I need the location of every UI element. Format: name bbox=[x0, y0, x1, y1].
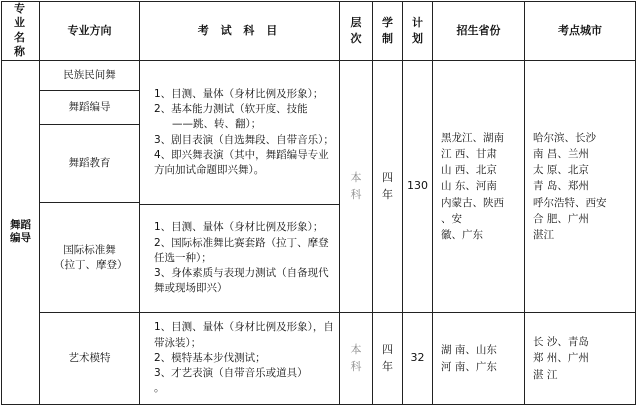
province-line: 河 南、广东 bbox=[441, 360, 497, 373]
direction-cell: 舞蹈教育 bbox=[40, 125, 140, 203]
subject-line: 1、目测、量体（身材比例及形象）； bbox=[154, 221, 324, 234]
subjects-cell-b bbox=[140, 205, 340, 313]
cities-cell bbox=[525, 61, 636, 313]
province-line: 黑龙江、湖南 bbox=[441, 131, 504, 144]
direction-cell: 民族民间舞 bbox=[40, 61, 140, 91]
province-line: 、安 bbox=[441, 212, 462, 225]
duration-cell: 四年 bbox=[373, 61, 403, 313]
city-line: 南 昌、兰州 bbox=[533, 147, 589, 160]
header-plan: 计划 bbox=[403, 2, 433, 61]
city-line: 合 肥、广州 bbox=[533, 212, 589, 225]
subjects-cell-c bbox=[140, 313, 340, 405]
major-name-cell: 舞蹈编导 bbox=[2, 61, 40, 405]
plan-cell: 130 bbox=[403, 61, 433, 313]
header-row bbox=[2, 2, 636, 61]
subject-line: 1、目测、量体（身材比例及形象），自带泳装）； bbox=[154, 321, 334, 349]
province-line: 江 西、甘肃 bbox=[441, 147, 497, 160]
header-provinces: 招生省份 bbox=[433, 2, 525, 61]
subject-line: 。 bbox=[154, 382, 165, 395]
subject-line: 3、剧目表演（自选舞段、自带音乐）； bbox=[154, 133, 334, 146]
city-line: 青 岛、郑州 bbox=[533, 180, 589, 193]
cities-cell bbox=[525, 313, 636, 405]
header-direction: 专业方向 bbox=[40, 2, 140, 61]
table-row bbox=[2, 313, 636, 405]
city-line: 郑 州、广州 bbox=[533, 352, 589, 365]
city-line: 长 沙、青岛 bbox=[533, 336, 589, 349]
province-line: 内蒙古、陕西 bbox=[441, 196, 504, 209]
direction-cell: 舞蹈编导 bbox=[40, 91, 140, 125]
city-line: 哈尔滨、长沙 bbox=[533, 131, 596, 144]
subject-line: 3、身体素质与表现力测试（自备现代舞或现场即兴） bbox=[154, 267, 329, 295]
admission-table bbox=[1, 1, 636, 405]
province-line: 徽、广东 bbox=[441, 229, 483, 242]
level-cell: 本科 bbox=[340, 61, 373, 313]
header-subjects: 考 试 科 目 bbox=[140, 2, 340, 61]
header-major-name: 专业名称 bbox=[2, 2, 40, 61]
province-line: 山 东、河南 bbox=[441, 180, 497, 193]
header-level: 层次 bbox=[340, 2, 373, 61]
city-line: 湛江 bbox=[533, 229, 554, 242]
direction-cell: 国际标准舞（拉丁、摩登） bbox=[40, 203, 140, 313]
city-line: 太 原、北京 bbox=[533, 164, 589, 177]
province-line: 湖 南、山东 bbox=[441, 344, 497, 357]
direction-cell: 艺术模特 bbox=[40, 313, 140, 405]
city-line: 呼尔浩特、西安 bbox=[533, 196, 607, 209]
subject-line: 1、目测、量体（身材比例及形象）；2、基本能力测试（软开度、技能 bbox=[154, 87, 324, 116]
header-duration: 学制 bbox=[373, 2, 403, 61]
provinces-cell bbox=[433, 313, 525, 405]
table-row bbox=[2, 61, 636, 91]
level-cell: 本科 bbox=[340, 313, 373, 405]
subject-line: ——跳、转、翻）； bbox=[172, 118, 262, 131]
subject-line: 3、才艺表演（自带音乐或道具） bbox=[154, 367, 308, 380]
province-line: 山 西、北京 bbox=[441, 164, 497, 177]
subject-line: 4、即兴舞表演（其中，舞蹈编导专业方向加试命题即兴舞）。 bbox=[154, 148, 329, 176]
subject-line: 2、国际标准舞比赛套路（拉丁、摩登任选一种）； bbox=[154, 236, 329, 264]
subjects-cell-a bbox=[140, 61, 340, 205]
plan-cell: 32 bbox=[403, 313, 433, 405]
city-line: 湛 江 bbox=[533, 368, 558, 381]
subject-line: 2、模特基本步伐测试； bbox=[154, 351, 266, 364]
header-cities: 考点城市 bbox=[525, 2, 636, 61]
duration-cell: 四年 bbox=[373, 313, 403, 405]
provinces-cell bbox=[433, 61, 525, 313]
